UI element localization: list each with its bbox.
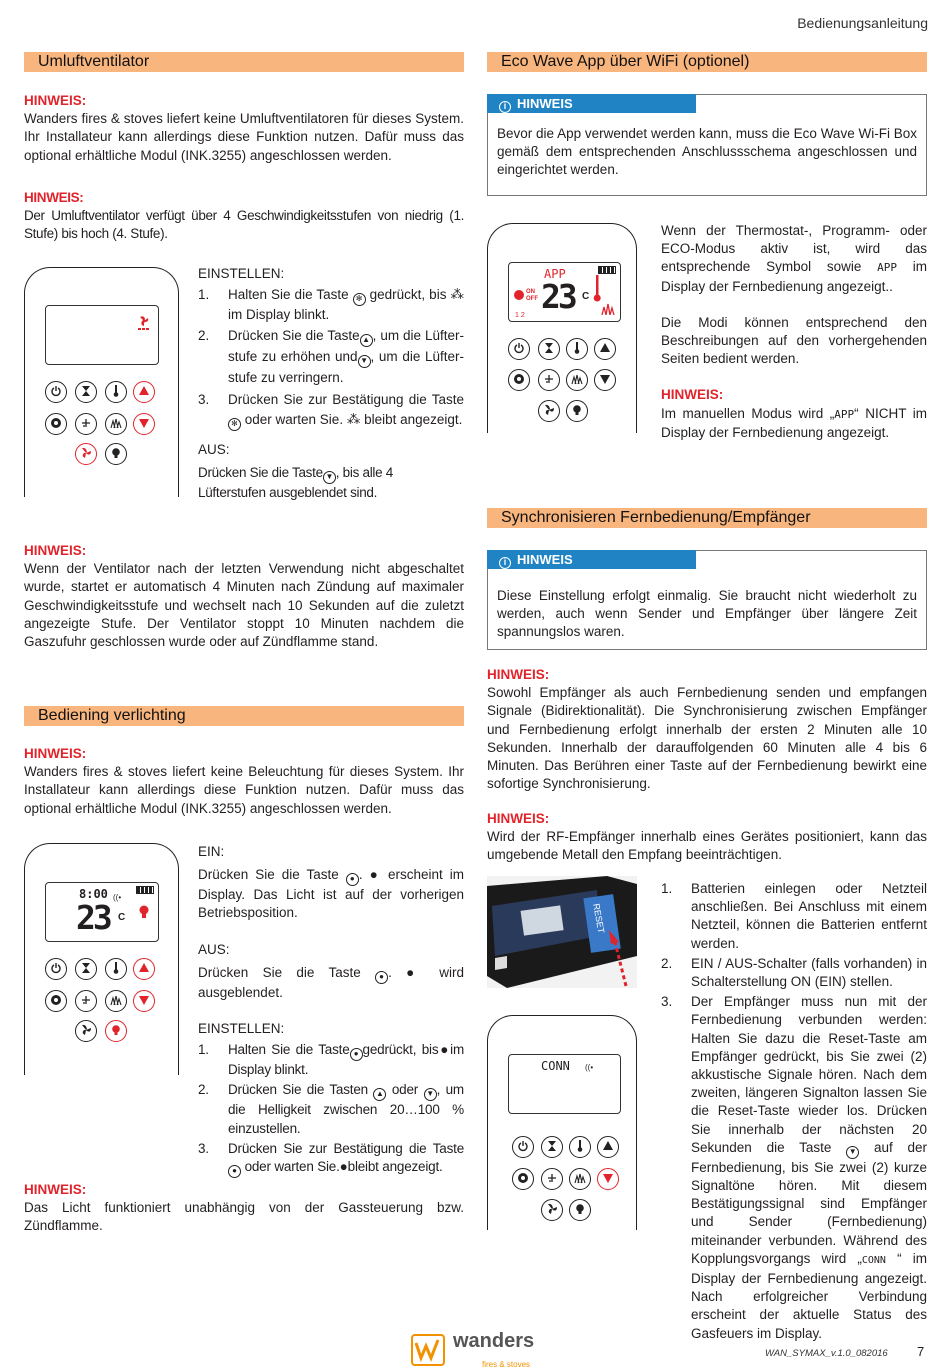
fan-icon: ✻ bbox=[353, 293, 366, 306]
section-title-eco-wave: Eco Wave App über WiFi (optionel) bbox=[487, 52, 927, 72]
note-text: Wanders fires & stoves liefert keine Umluftventilatoren für dieses System. Ihr Installateur kann allerdings diese Funktion nutzen. Dafür muss das optional erhältliche Modul (INK.3255) angeschlossen werden. bbox=[24, 111, 464, 163]
up-arrow-icon bbox=[138, 962, 150, 974]
flame-adjust-icon bbox=[543, 373, 555, 385]
note-text: Wird der RF-Empfänger innerhalb eines Gerätes positioniert, kann das umgebende Metall den Empfang beeinträchtigen. bbox=[487, 829, 927, 863]
flame-adjust-icon bbox=[80, 994, 92, 1006]
step-3: 3. Drücken Sie zur Bestätigung die Taste ● oder warten Sie.●bleibt angezeigt. bbox=[198, 1140, 464, 1178]
set-label: EINSTELLEN: bbox=[198, 266, 285, 281]
app-note: Im manuellen Modus wird „APP“ NICHT im Display der Fernbedienung angezeigt. bbox=[661, 405, 928, 440]
step-1: 1. Halten Sie die Taste ● gedrückt, bis●im Display blinkt. bbox=[198, 1042, 464, 1078]
note-label: HINWEIS: bbox=[24, 93, 87, 108]
remote-control-fan bbox=[24, 267, 179, 497]
up-button[interactable] bbox=[133, 958, 155, 980]
timer-button[interactable] bbox=[541, 1136, 563, 1158]
bulb-icon: ● bbox=[339, 1159, 348, 1175]
off-label: AUS: bbox=[198, 941, 230, 957]
thermometer-icon bbox=[593, 275, 601, 303]
section-title-umluftventilator: Umluftventilator bbox=[24, 52, 464, 72]
power-button[interactable] bbox=[45, 958, 67, 980]
bulb-icon: ● bbox=[406, 964, 425, 980]
flames-icon bbox=[571, 373, 583, 385]
note-block-3 bbox=[24, 542, 464, 651]
power-button[interactable] bbox=[45, 381, 67, 403]
bulb-icon: ● bbox=[375, 971, 388, 984]
note-label: HINWEIS: bbox=[487, 811, 550, 826]
up-arrow-icon: ▲ bbox=[373, 1088, 386, 1101]
up-arrow-icon bbox=[138, 385, 150, 397]
eco-button[interactable] bbox=[45, 413, 67, 435]
remote-control-conn bbox=[487, 1015, 637, 1230]
hourglass-icon bbox=[80, 962, 92, 974]
fan-button[interactable] bbox=[541, 1199, 563, 1221]
flame-adjust-button[interactable] bbox=[538, 369, 560, 391]
app-para-1: Wenn der Thermostat-, Programm- oder ECO-Modus aktiv ist, wird das entsprechende Symbol sowie APP im Display der Fernbedienung angezeigt.. bbox=[661, 223, 927, 294]
remote-display bbox=[508, 1054, 621, 1114]
remote-control-app bbox=[487, 223, 637, 433]
eco-icon bbox=[50, 417, 62, 429]
down-button[interactable] bbox=[133, 990, 155, 1012]
wifi-icon: ((• bbox=[585, 1063, 594, 1072]
reset-label: RESET bbox=[591, 902, 607, 934]
section-title-lighting: Bediening verlichting bbox=[24, 706, 464, 726]
down-button[interactable] bbox=[597, 1168, 619, 1190]
down-arrow-icon: ▼ bbox=[358, 355, 371, 368]
eco-icon bbox=[50, 994, 62, 1006]
down-arrow-icon: ▼ bbox=[424, 1088, 437, 1101]
note-label: HINWEIS: bbox=[661, 387, 724, 403]
flames-icon bbox=[110, 417, 122, 429]
up-arrow-icon bbox=[599, 342, 611, 354]
off-indicator: OFF bbox=[526, 296, 538, 302]
down-button[interactable] bbox=[594, 369, 616, 391]
step-1: 1. Halten Sie die Taste ✻ gedrückt, bis ⁂ im Display blinkt. bbox=[198, 287, 464, 323]
bulb-icon bbox=[139, 905, 149, 919]
flame-adjust-button[interactable] bbox=[75, 990, 97, 1012]
unit-readout: C bbox=[582, 291, 590, 302]
hourglass-icon bbox=[546, 1140, 558, 1152]
flames-button[interactable] bbox=[569, 1168, 591, 1190]
fan-icon bbox=[546, 1203, 558, 1215]
brand-tagline: fires & stoves bbox=[482, 1360, 531, 1369]
down-arrow-icon: ▼ bbox=[846, 1146, 859, 1159]
step-2: 2. Drücken Sie die Tasten ▲ oder ▼ , um die Helligkeit zwischen 20…100 % einzustellen. bbox=[198, 1082, 464, 1136]
down-arrow-icon bbox=[138, 417, 150, 429]
note-text: Wenn der Ventilator nach der letzten Verwendung nicht abgeschaltet wurde, startet er automatisch 4 Minuten nach Zündung auf maximaler Geschwindigkeitsstufe und wechselt nach 10 Sekunden auf die zuletzt angezeigte Stufe. Der Ventilator stoppt 10 Minuten nachdem die Gaszufuhr geschlossen wurde oder auf Zündflamme stand. bbox=[24, 561, 464, 650]
timer-button[interactable] bbox=[75, 958, 97, 980]
bulb-icon bbox=[110, 447, 122, 459]
bulb-icon: ● bbox=[346, 873, 359, 886]
remote-display bbox=[45, 882, 159, 942]
wanders-logo-icon bbox=[411, 1334, 447, 1366]
down-button[interactable] bbox=[133, 413, 155, 435]
up-button[interactable] bbox=[594, 338, 616, 360]
battery-icon bbox=[598, 266, 616, 274]
hinweis-tab: i HINWEIS bbox=[487, 550, 696, 569]
flame-adjust-button[interactable] bbox=[75, 413, 97, 435]
remote-display bbox=[45, 305, 159, 365]
step-1: 1. Batterien einlegen oder Netzteil anschließen. Bei Anschluss mit einem Netzteil, können die Batterien entfernt werden. bbox=[661, 881, 927, 951]
brand-name: wanders bbox=[453, 1330, 535, 1352]
flames-icon bbox=[110, 994, 122, 1006]
note-label: HINWEIS: bbox=[24, 543, 87, 558]
battery-icon bbox=[136, 886, 154, 894]
off-text: Drücken Sie die Taste ● . ● wird ausgeblendet. bbox=[198, 964, 464, 1000]
hourglass-icon bbox=[543, 342, 555, 354]
down-arrow-icon bbox=[602, 1172, 614, 1184]
app-para-2: Die Modi können entsprechend den Beschreibungen auf den vorhergehenden Seiten bedient werden. bbox=[661, 314, 927, 367]
app-description bbox=[661, 222, 927, 442]
hinweis-box bbox=[487, 94, 927, 196]
note-text: Wanders fires & stoves liefert keine Beleuchtung für dieses System. Ihr Installateur kann allerdings diese Funktion nutzen. Dafür muss das optional erhältliche Modul (INK.3255) angeschlossen werden. bbox=[24, 764, 464, 816]
note-block-4 bbox=[24, 745, 464, 818]
note-label: HINWEIS: bbox=[24, 1182, 87, 1197]
light-button[interactable] bbox=[569, 1199, 591, 1221]
note-text: Der Umluftventilator verfügt über 4 Geschwindigkeitsstufen von niedrig (1. Stufe) bis hoch (4. Stufe). bbox=[24, 208, 464, 242]
power-icon bbox=[50, 962, 62, 974]
fan-levels-icon: ⁂ bbox=[450, 287, 464, 303]
bulb-icon: ● bbox=[438, 1042, 451, 1058]
on-label: EIN: bbox=[198, 844, 225, 859]
fan-settings bbox=[198, 265, 464, 502]
timer-button[interactable] bbox=[75, 381, 97, 403]
fan-icon: ✻ bbox=[228, 418, 241, 431]
bulb-icon bbox=[571, 404, 583, 416]
on-text: Drücken Sie die Taste ● . ● erscheint im Display. Das Licht ist auf der vorherigen Betriebsposition. bbox=[198, 867, 464, 921]
hinweis-text: Diese Einstellung erfolgt einmalig. Sie braucht nicht wiederholt zu werden, auch wenn Sender und Empfänger über längere Zeit spannungslos waren. bbox=[497, 588, 917, 640]
eco-button[interactable] bbox=[512, 1168, 534, 1190]
hinweis-box bbox=[487, 550, 927, 650]
flame-adjust-button[interactable] bbox=[541, 1168, 563, 1190]
flames-button[interactable] bbox=[566, 369, 588, 391]
power-icon bbox=[517, 1140, 529, 1152]
note-block-5 bbox=[24, 1181, 464, 1236]
up-button[interactable] bbox=[597, 1136, 619, 1158]
step-2: 2. Drücken Sie die Taste ▲ , um die Lüfter-stufe zu erhöhen und ▼ , um die Lüfter-stufe zu verringern. bbox=[198, 328, 464, 386]
fan-button[interactable] bbox=[75, 1020, 97, 1042]
set-label: EINSTELLEN: bbox=[198, 1021, 285, 1037]
on-indicator: ON bbox=[526, 289, 535, 295]
light-button[interactable] bbox=[566, 400, 588, 422]
down-arrow-icon bbox=[138, 994, 150, 1006]
power-icon bbox=[513, 342, 525, 354]
timer-button[interactable] bbox=[538, 338, 560, 360]
fan-button[interactable] bbox=[538, 400, 560, 422]
note-label: HINWEIS: bbox=[487, 667, 550, 682]
document-code: WAN_SYMAX_v.1.0_082016 bbox=[765, 1348, 888, 1359]
power-status-icon bbox=[514, 290, 524, 300]
eco-button[interactable] bbox=[45, 990, 67, 1012]
light-button[interactable] bbox=[105, 1020, 127, 1042]
power-button[interactable] bbox=[512, 1136, 534, 1158]
note-text: Das Licht funktioniert unabhängig von der Gassteuerung bzw. Zündflamme. bbox=[24, 1200, 464, 1234]
up-button[interactable] bbox=[133, 381, 155, 403]
app-indicator: APP bbox=[544, 267, 566, 281]
note-label: HINWEIS: bbox=[24, 746, 87, 761]
bulb-icon bbox=[574, 1203, 586, 1215]
flames-button[interactable] bbox=[105, 990, 127, 1012]
section-title-sync: Synchronisieren Fernbedienung/Empfänger bbox=[487, 508, 927, 528]
flames-icon bbox=[574, 1172, 586, 1184]
thermostat-button[interactable] bbox=[569, 1136, 591, 1158]
eco-icon bbox=[513, 373, 525, 385]
info-icon: i bbox=[499, 557, 511, 569]
thermometer-icon bbox=[110, 962, 122, 974]
bulb-icon: ● bbox=[228, 1165, 241, 1178]
time-readout: 8:00 bbox=[79, 887, 108, 901]
off-label: AUS: bbox=[198, 442, 230, 458]
flames-button[interactable] bbox=[105, 413, 127, 435]
note-block-1 bbox=[24, 92, 464, 165]
thermometer-icon bbox=[574, 1140, 586, 1152]
down-arrow-icon: ▼ bbox=[323, 471, 336, 484]
temperature-readout: 23 bbox=[76, 898, 110, 937]
bulb-icon: ● bbox=[369, 867, 381, 883]
up-arrow-icon: ▲ bbox=[360, 334, 373, 347]
flame-adjust-icon bbox=[80, 417, 92, 429]
document-type: Bedienungsanleitung bbox=[797, 15, 928, 31]
step-3: 3. Der Empfänger muss nun mit der Fernbedienung verbunden werden: Halten Sie dazu die Reset-Taste am Empfänger gedrückt, bis Sie zwei (2) akkustische Signale hören. Nach dem zweiten, längeren Signalton lassen Sie die Reset-Taste wieder los. Drücken Sie innerhalb der nächsten 20 Sekunden die Taste ▼ auf der Fernbedienung, bis Sie zwei (2) kurze Signaltöne hören. Mit diesem Bestätigungssignal sind Empfänger und Sender (Fernbedienung) miteinander verbunden. Während des Kopplungsvorgangs wird „CONN “ im Display der Fernbedienung angezeigt. Nach erfolgreicher Verbindung erscheint der aktuelle Status des Gasfeuers im Display. bbox=[661, 994, 928, 1341]
step-3: 3. Drücken Sie zur Bestätigung die Taste ✻ oder warten Sie. ⁂ bleibt angezeigt. bbox=[198, 390, 464, 431]
sync-steps bbox=[661, 880, 927, 1345]
eco-icon bbox=[517, 1172, 529, 1184]
note-label: HINWEIS: bbox=[24, 190, 84, 205]
sync-note-1 bbox=[487, 666, 927, 793]
thermostat-button[interactable] bbox=[105, 381, 127, 403]
light-settings bbox=[198, 843, 464, 1180]
fan-icon bbox=[543, 404, 555, 416]
note-block-2 bbox=[24, 189, 464, 244]
hinweis-tab: i HINWEIS bbox=[487, 94, 696, 113]
wifi-icon: ((• bbox=[113, 893, 122, 902]
remote-display bbox=[508, 262, 621, 322]
fan-icon bbox=[80, 1024, 92, 1036]
info-icon: i bbox=[499, 101, 511, 113]
fan-icon bbox=[136, 315, 152, 331]
thermostat-button[interactable] bbox=[105, 958, 127, 980]
thermometer-icon bbox=[571, 342, 583, 354]
page-number: 7 bbox=[917, 1344, 925, 1359]
power-icon bbox=[50, 385, 62, 397]
conn-indicator: CONN bbox=[541, 1059, 570, 1073]
thermostat-button[interactable] bbox=[566, 338, 588, 360]
receiver-photo bbox=[487, 876, 637, 988]
up-arrow-icon bbox=[602, 1140, 614, 1152]
off-text: Drücken Sie die Taste ▼ , bis alle 4 Lüfterstufen ausgeblendet sind. bbox=[198, 464, 393, 500]
unit-readout: C bbox=[118, 912, 126, 923]
fan-levels-icon: ⁂ bbox=[346, 412, 361, 428]
step-2: 2. EIN / AUS-Schalter (falls vorhanden) in Schalterstellung ON (EIN) stellen. bbox=[661, 955, 927, 990]
bulb-icon: ● bbox=[350, 1048, 363, 1061]
fan-icon bbox=[80, 447, 92, 459]
light-button[interactable] bbox=[105, 443, 127, 465]
fan-button[interactable] bbox=[75, 443, 97, 465]
channel-numbers: 1 2 bbox=[515, 312, 525, 319]
power-button[interactable] bbox=[508, 338, 530, 360]
note-text: Sowohl Empfänger als auch Fernbedienung senden und empfangen Signale (Bidirektionalität). Die Synchronisierung zwischen Empfänger und Fernbedienung erfolgt innerhalb der ersten 2 Minuten alle 10 Sekunden. Innerhalb der darauffolgenden 60 Minuten alle 4 bis 6 Minuten. Das Berühren einer Taste auf der Fernbedienung bewirkt eine sofortige Synchronisierung. bbox=[487, 685, 927, 792]
remote-control-light bbox=[24, 843, 179, 1075]
temperature-readout: 23 bbox=[541, 277, 575, 316]
sync-note-2 bbox=[487, 810, 927, 865]
flame-adjust-icon bbox=[546, 1172, 558, 1184]
bulb-icon bbox=[110, 1024, 122, 1036]
down-arrow-icon bbox=[599, 373, 611, 385]
eco-button[interactable] bbox=[508, 369, 530, 391]
thermometer-icon bbox=[110, 385, 122, 397]
hourglass-icon bbox=[80, 385, 92, 397]
hinweis-text: Bevor die App verwendet werden kann, muss die Eco Wave Wi-Fi Box gemäß dem entsprechenden Anschlussschema angeschlossen und eingerichtet werden. bbox=[497, 126, 917, 178]
flames-icon bbox=[601, 303, 615, 315]
